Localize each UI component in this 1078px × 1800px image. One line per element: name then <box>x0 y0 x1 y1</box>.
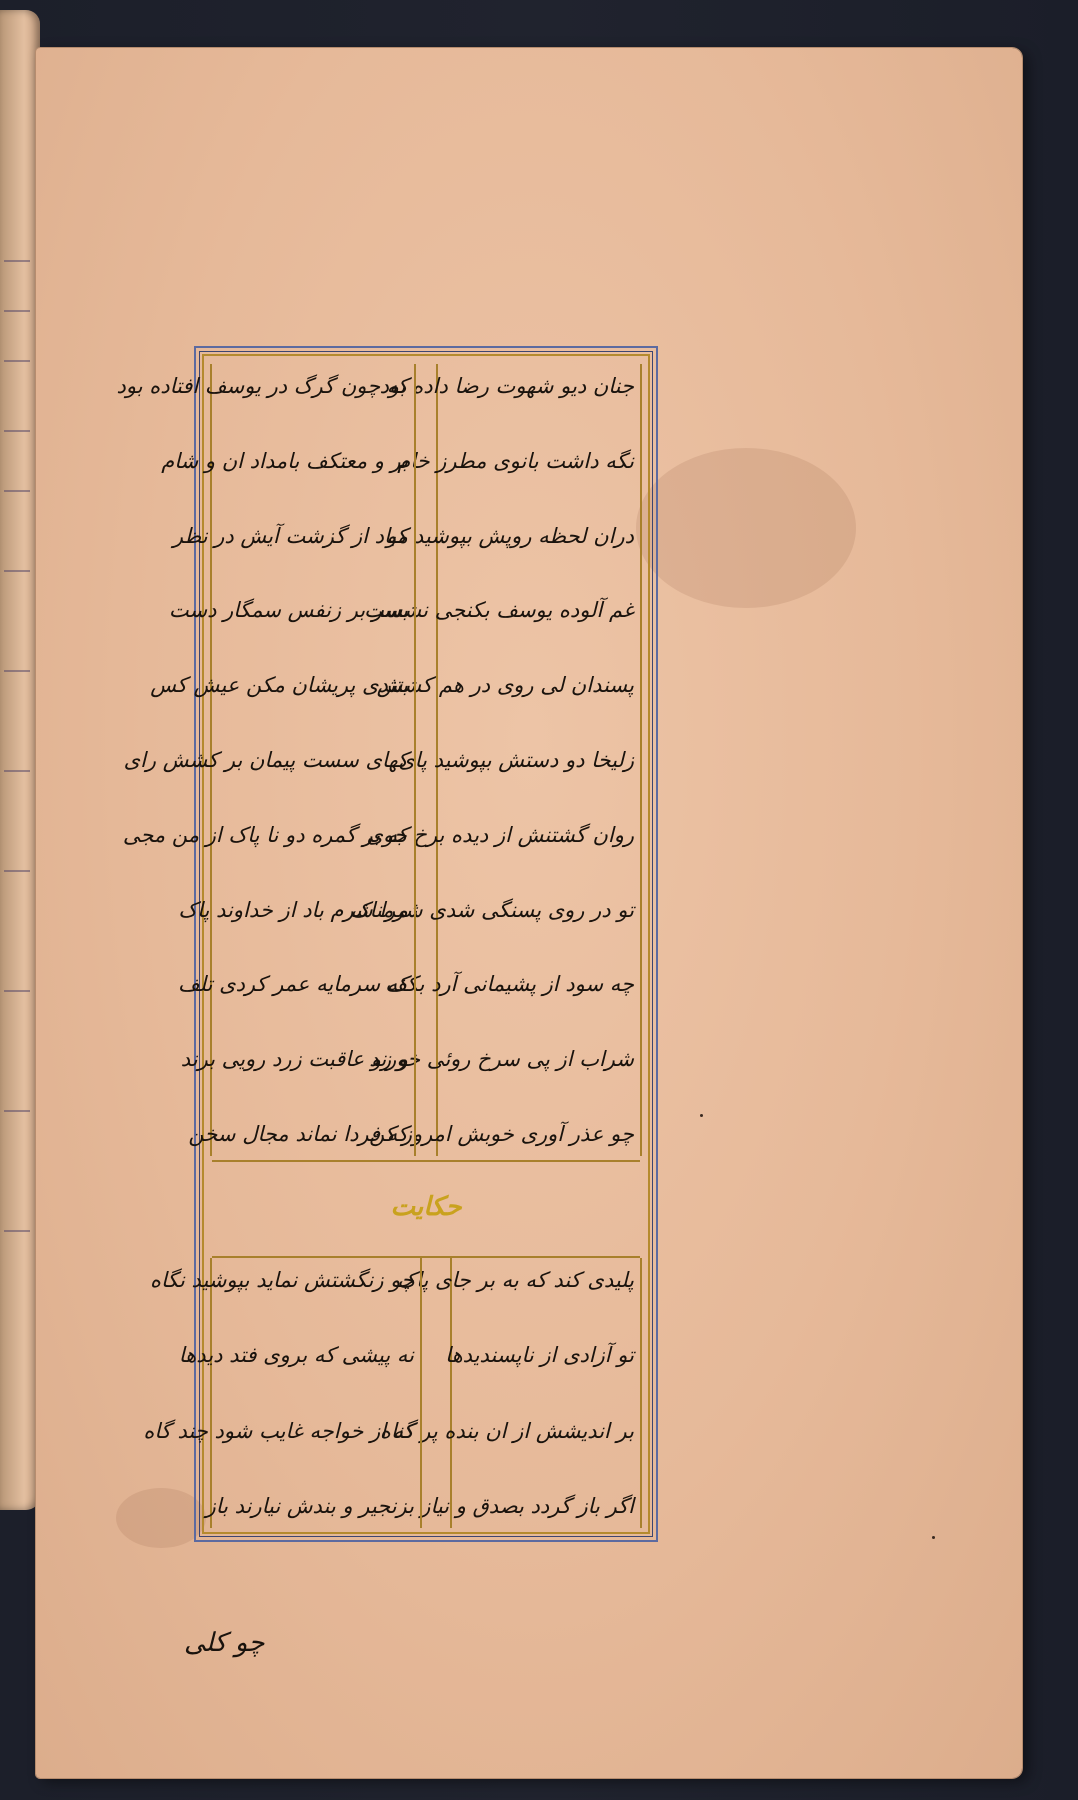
verse-line: نگه داشت بانوی مطرز خام <box>397 448 634 473</box>
verse-line: شراب از پی سرخ روئی خورند <box>369 1047 634 1072</box>
verse-line: چه سود از پشیمانی آرد بکف <box>385 972 634 997</box>
text-block-inner-frame <box>116 354 650 1534</box>
verse-line: بسر بر زنفس سمگار دست <box>168 598 408 623</box>
verse-line: پسندان لی روی در هم کشش <box>376 673 634 698</box>
verse-line: تو آزادی از ناپسندیدها <box>445 1343 634 1368</box>
paper-stain <box>636 448 856 608</box>
upper-right-column <box>350 364 642 1156</box>
verse-line: مرا شرم باد از خداوند پاک <box>178 897 408 922</box>
verse-line: و زو عاقبت زرد رویی برند <box>180 1047 408 1072</box>
verse-line: که از خواجه غایب شود چند گاه <box>143 1418 414 1443</box>
verse-line: تو در روی پسنگی شدی شرمناک <box>350 897 634 922</box>
verse-line: بزنجیر و بندش نیارند باز <box>205 1493 414 1518</box>
section-heading: حکایت <box>390 1192 462 1222</box>
verse-line: نه پیشی که بروی فتد دیدها <box>178 1343 414 1368</box>
verse-line: که بر گمره دو نا پاک از من مجی <box>122 822 408 847</box>
verse-line: بتندی پریشان مکن عیش کس <box>150 673 408 698</box>
upper-left-column <box>116 364 416 1156</box>
paper-stain <box>116 1488 206 1548</box>
verse-line: چو زنگشتش نماید بپوشید نگاه <box>149 1268 414 1292</box>
verse-line: چو عذر آوری خوبش امروز کن <box>369 1121 634 1146</box>
verse-line: مباد از گزشت آیش در نظر <box>172 523 408 548</box>
lower-right-column <box>379 1258 642 1528</box>
verse-line: اگر باز گردد بصدق و نیاز <box>420 1493 634 1518</box>
catchword: چو کلی <box>184 1628 265 1658</box>
ink-speck <box>700 1114 703 1117</box>
verse-line: بر اندیشش از ان بنده پر گناه <box>379 1418 634 1443</box>
previous-page-edge <box>0 10 40 1510</box>
ink-speck <box>932 1536 935 1539</box>
verse-line: پلیدی کند که به بر جای پاک <box>397 1268 634 1292</box>
lower-left-column <box>143 1258 422 1528</box>
verse-line: که چون گرگ در یوسف افتاده بود <box>116 374 408 398</box>
verse-line: زلیخا دو دستش بپوشید پای <box>398 747 634 772</box>
verse-line: بر و معتکف بامداد ان و شام <box>161 448 408 473</box>
verse-line: که فردا نماند مجال سخن <box>188 1121 408 1146</box>
verse-line: دران لحظه روپش بپوشید کو <box>386 523 634 548</box>
manuscript-page <box>36 48 1022 1778</box>
verse-line: جنان دیو شهوت رضا داده بود <box>379 374 634 398</box>
verse-line: کهای سست پیمان بر کشش رای <box>123 747 408 772</box>
section-heading-band <box>212 1160 640 1258</box>
verse-line: روان گشتنش از دیده برخ جوی <box>366 822 634 847</box>
verse-line: که سرمایه عمر کردی تلف <box>177 972 408 997</box>
verse-line: غم آلوده یوسف بکنجی نشست <box>364 598 634 623</box>
text-block-frame <box>116 346 658 1542</box>
